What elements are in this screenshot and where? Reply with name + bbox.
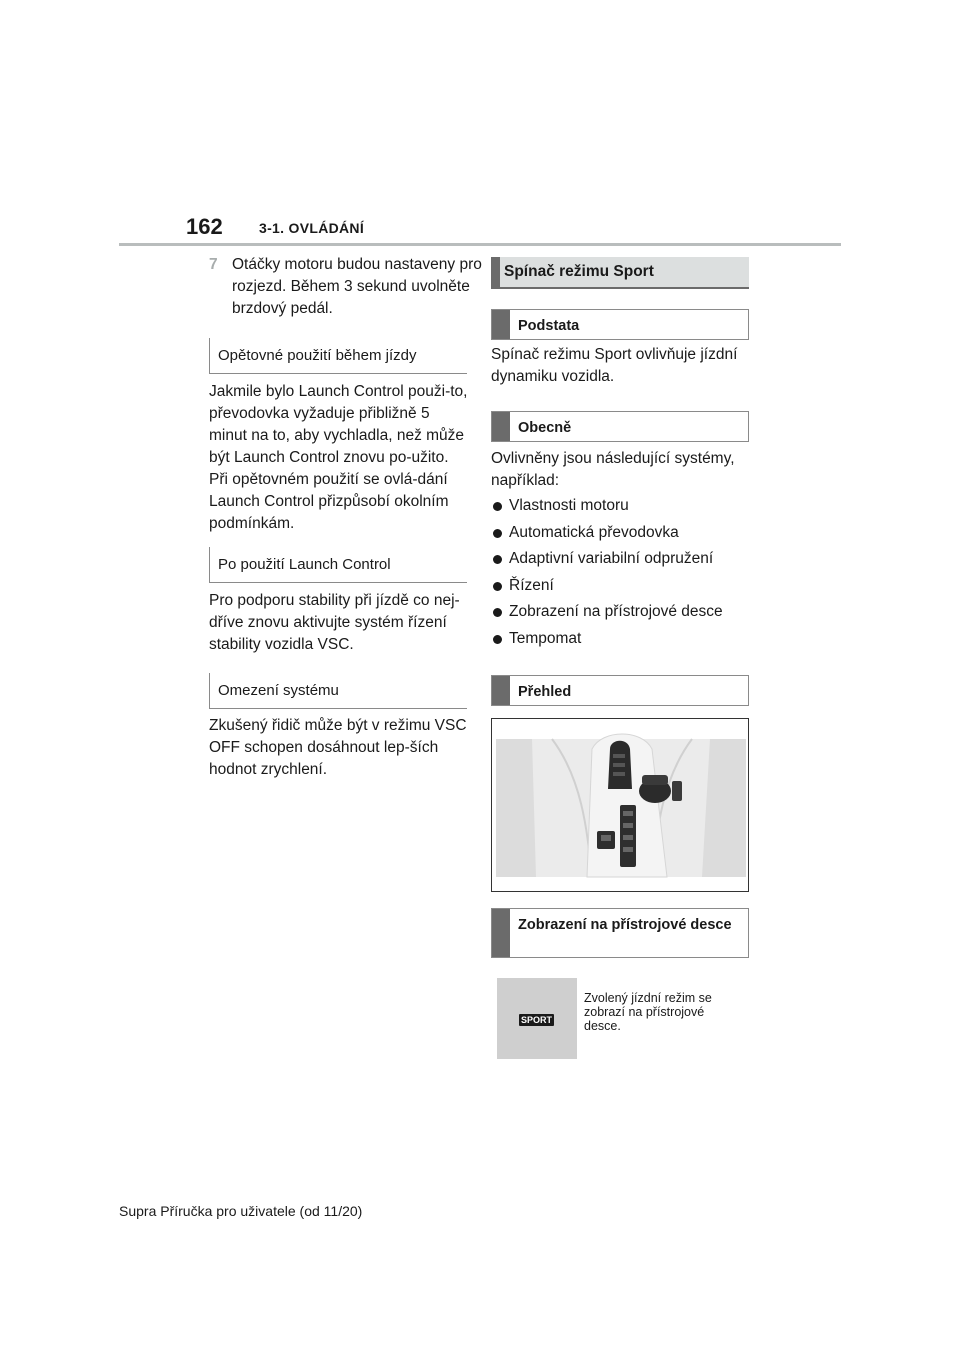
list-item: Automatická převodovka bbox=[491, 522, 753, 549]
center-console-illustration bbox=[492, 719, 748, 891]
list-item: Tempomat bbox=[491, 628, 753, 655]
box-heading-display bbox=[491, 908, 749, 958]
heading-bar bbox=[492, 909, 510, 957]
affected-systems-list bbox=[491, 495, 753, 655]
heading-text: Obecně bbox=[518, 420, 572, 436]
step-text: Otáčky motoru budou nastaveny pro rozjezd. Během 3 sekund uvolněte brzdový pedál. bbox=[232, 256, 482, 317]
heading-bar bbox=[492, 310, 510, 339]
subheading-reuse: Opětovné použití během jízdy bbox=[209, 338, 467, 374]
heading-text: Zobrazení na přístrojové desce bbox=[518, 917, 732, 933]
bullet-icon bbox=[493, 608, 502, 617]
bullet-icon bbox=[493, 529, 502, 538]
paragraph-obecne: Ovlivněny jsou následující systémy, například: bbox=[491, 450, 735, 489]
paragraph-podstata: Spínač režimu Sport ovlivňuje jízdní dynamiku vozidla. bbox=[491, 346, 738, 385]
subheading-after-use: Po použití Launch Control bbox=[209, 547, 467, 583]
heading-bar bbox=[491, 257, 500, 287]
list-item: Adaptivní variabilní odpružení bbox=[491, 548, 753, 575]
subheading-limits: Omezení systému bbox=[209, 673, 467, 709]
header-divider bbox=[119, 243, 841, 246]
box-heading-prehled bbox=[491, 675, 749, 706]
heading-text: Spínač režimu Sport bbox=[504, 263, 654, 280]
page-number: 162 bbox=[186, 214, 223, 239]
sport-mode-badge: SPORT bbox=[520, 1015, 552, 1025]
section-heading-sport-switch bbox=[491, 257, 749, 289]
center-console-image bbox=[491, 718, 749, 892]
heading-text: Přehled bbox=[518, 684, 572, 700]
box-heading-obecne bbox=[491, 411, 749, 442]
list-item: Zobrazení na přístrojové desce bbox=[491, 601, 753, 628]
box-heading-podstata bbox=[491, 309, 749, 340]
bullet-icon bbox=[493, 555, 502, 564]
indicator-caption: Zvolený jízdní režim se zobrazí na přístrojové desce. bbox=[584, 991, 712, 1033]
heading-bar bbox=[492, 412, 510, 441]
bullet-icon bbox=[493, 635, 502, 644]
list-item: Řízení bbox=[491, 575, 753, 602]
bullet-icon bbox=[493, 582, 502, 591]
bullet-icon bbox=[493, 502, 502, 511]
step-number: 7 bbox=[209, 256, 218, 273]
sport-indicator-panel bbox=[497, 978, 577, 1059]
section-title: 3-1. OVLÁDÁNÍ bbox=[259, 220, 365, 236]
heading-text: Podstata bbox=[518, 318, 580, 334]
paragraph-after-use: Pro podporu stability při jízdě co nej-dříve znovu aktivujte systém řízení stability vozidla VSC. bbox=[209, 592, 460, 653]
heading-bar bbox=[492, 676, 510, 705]
paragraph-reuse: Jakmile bylo Launch Control použi-to, převodovka vyžaduje přibližně 5 minut na to, aby vychladla, než může být Launch Control znovu po-užito. Při opětovném použití se ovlá-dání Launch Control přizpůsobí okolním podmínkám. bbox=[209, 383, 468, 532]
list-item: Vlastnosti motoru bbox=[491, 495, 753, 522]
paragraph-limits: Zkušený řidič může být v režimu VSC OFF schopen dosáhnout lep-ších hodnot zrychlení. bbox=[209, 717, 467, 778]
footer-text: Supra Příručka pro uživatele (od 11/20) bbox=[119, 1203, 363, 1219]
